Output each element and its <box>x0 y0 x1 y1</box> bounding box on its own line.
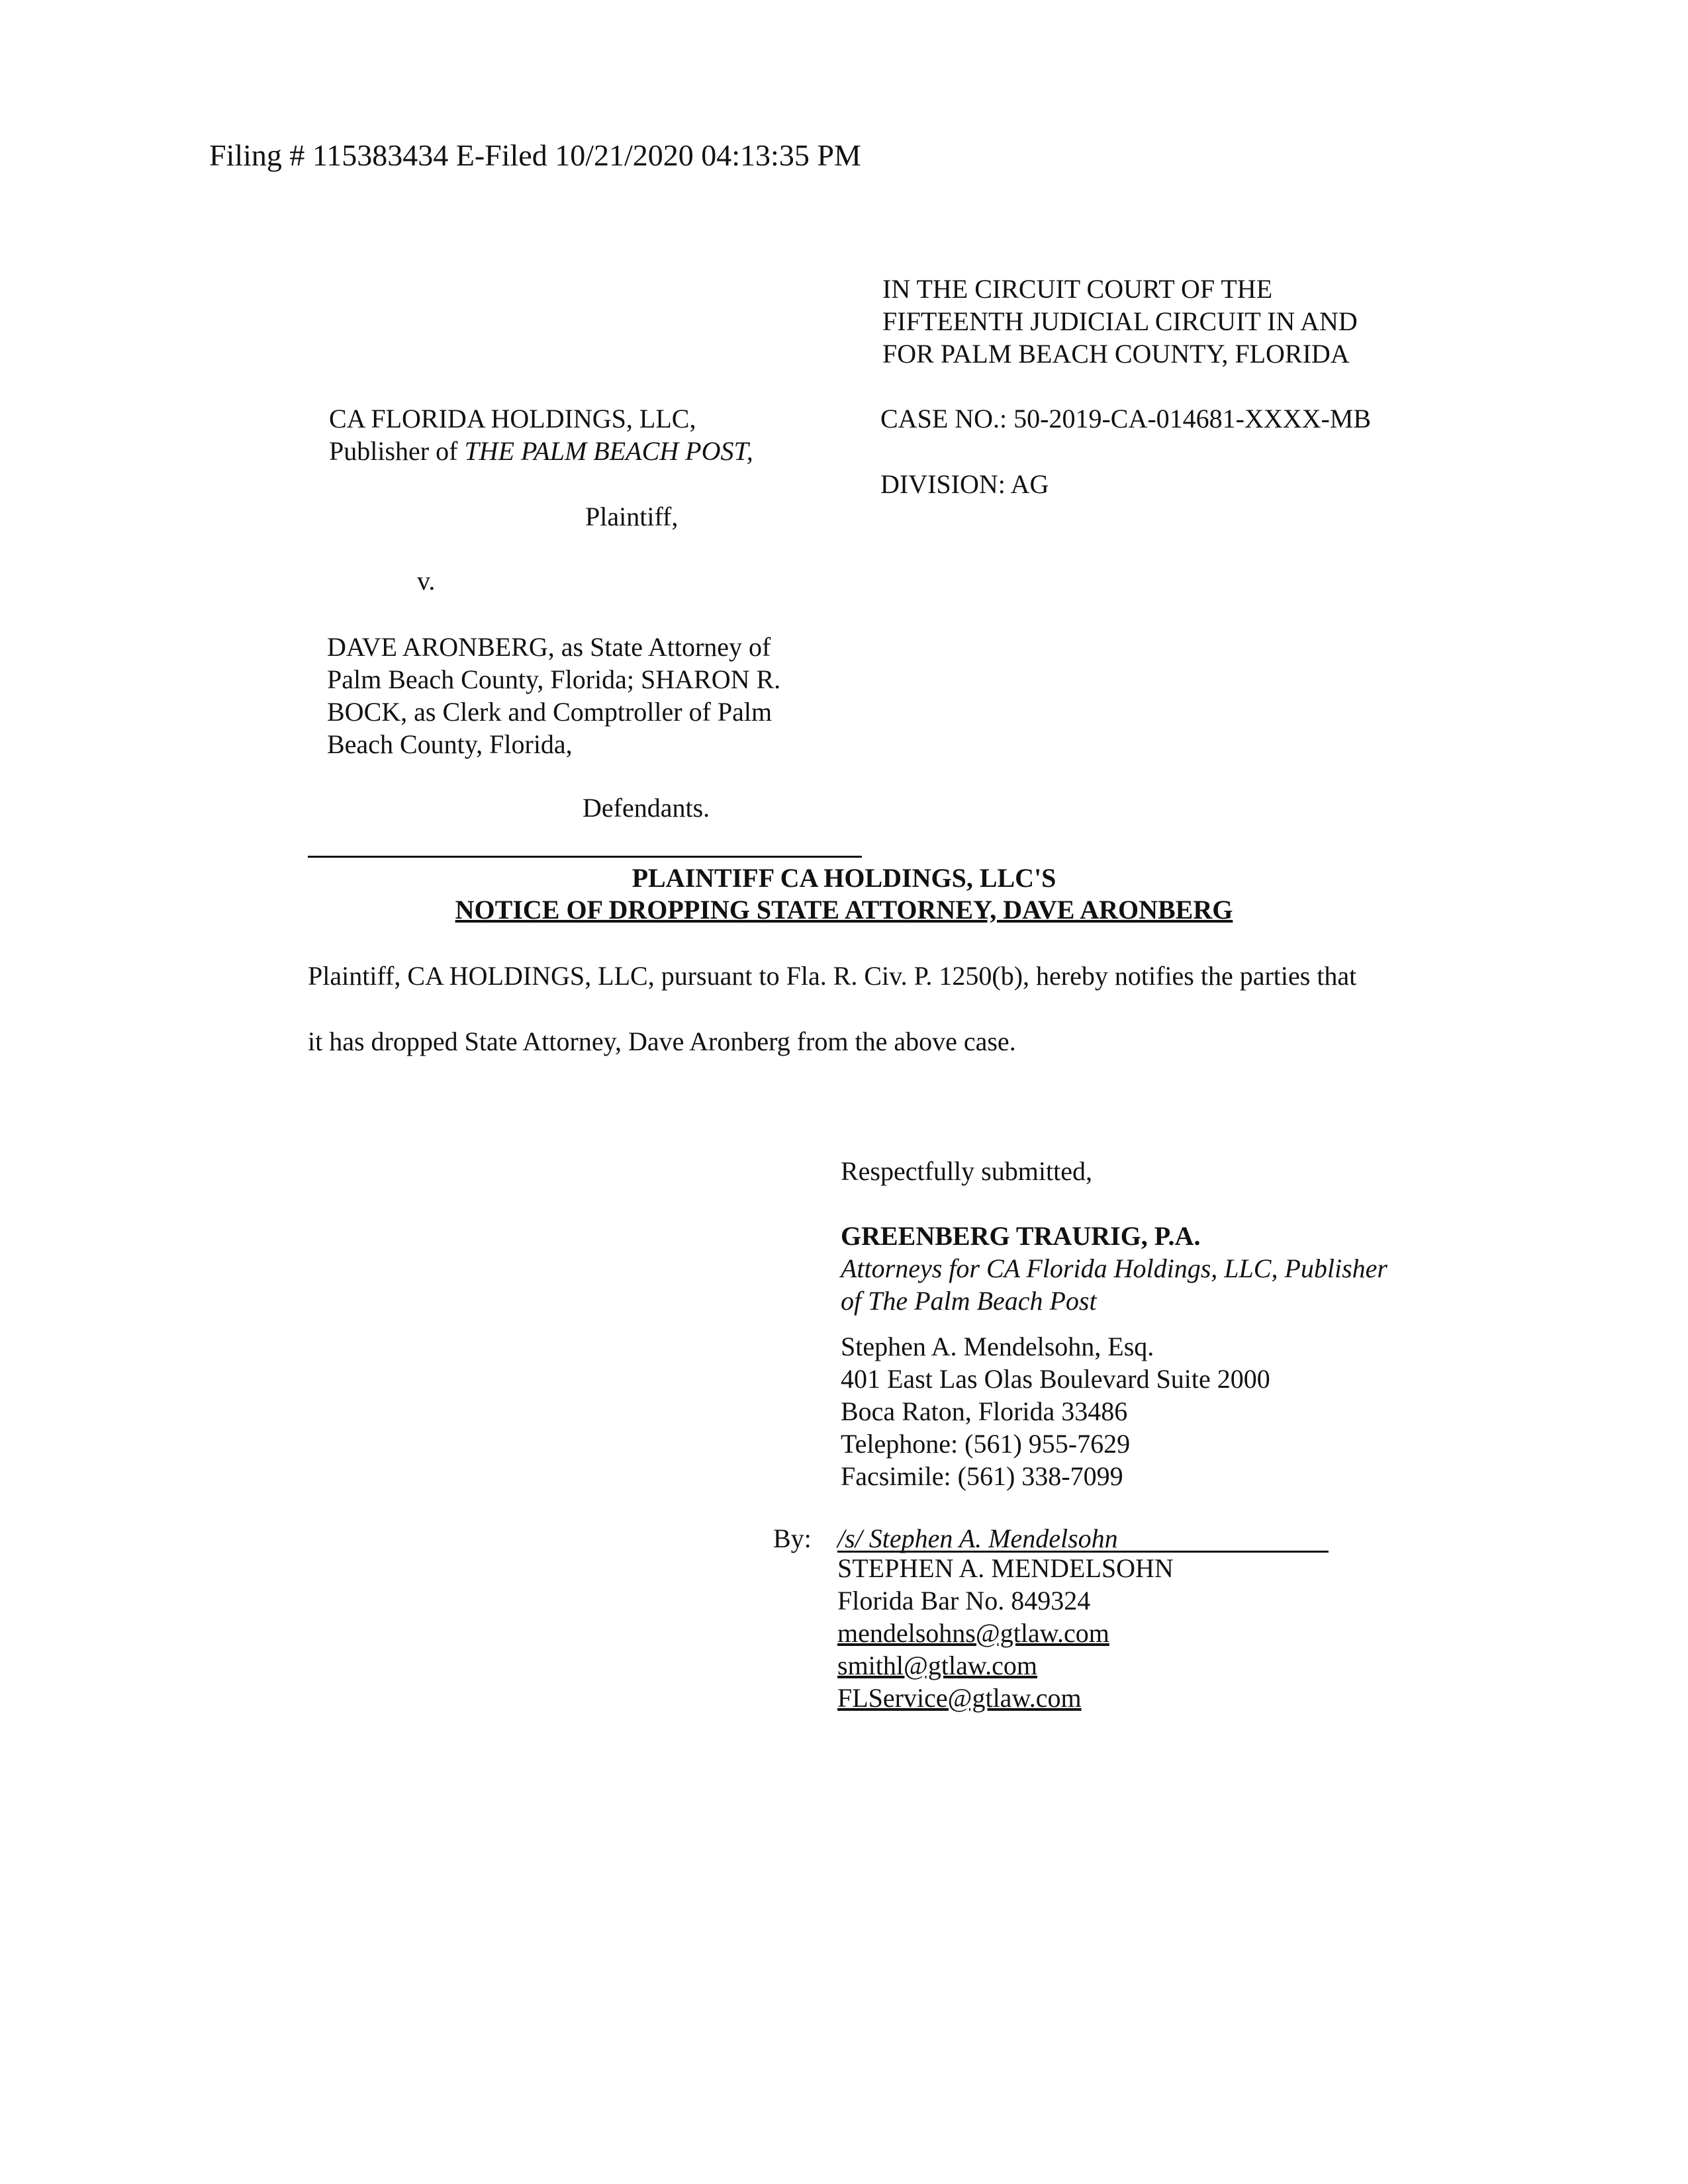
court-caption <box>882 273 1358 370</box>
court-line-2: FIFTEENTH JUDICIAL CIRCUIT IN AND <box>882 306 1358 336</box>
defendant-line-4: Beach County, Florida, <box>327 729 573 759</box>
address-line-1: 401 East Las Olas Boulevard Suite 2000 <box>841 1364 1270 1394</box>
e-signature: /s/ Stephen A. Mendelsohn <box>837 1522 1329 1553</box>
email-link-1[interactable]: mendelsohns@gtlaw.com <box>837 1618 1109 1648</box>
document-title-line-1: PLAINTIFF CA HOLDINGS, LLC'S <box>632 863 1056 893</box>
email-link-2[interactable]: smithl@gtlaw.com <box>837 1651 1037 1680</box>
caption-rule <box>308 856 862 858</box>
facsimile: Facsimile: (561) 338-7099 <box>841 1461 1123 1491</box>
firm-role-line-2: of The Palm Beach Post <box>841 1286 1097 1316</box>
signer-details <box>837 1552 1174 1714</box>
body-line-1: Plaintiff, CA HOLDINGS, LLC, pursuant to Fla. R. Civ. P. 1250(b), hereby notifies the parties that <box>308 961 1357 991</box>
plaintiff-party <box>329 402 753 467</box>
address-line-2: Boca Raton, Florida 33486 <box>841 1396 1128 1426</box>
by-label: By: <box>773 1524 812 1553</box>
firm-role-line-1: Attorneys for CA Florida Holdings, LLC, Publisher <box>841 1253 1387 1283</box>
bar-number: Florida Bar No. 849324 <box>837 1586 1091 1615</box>
defendant-label: Defendants. <box>583 793 710 823</box>
defendant-line-1: DAVE ARONBERG, as State Attorney of <box>327 632 771 662</box>
case-number: CASE NO.: 50-2019-CA-014681-XXXX-MB <box>880 404 1372 433</box>
closing: Respectfully submitted, <box>841 1156 1092 1186</box>
telephone: Telephone: (561) 955-7629 <box>841 1429 1131 1459</box>
plaintiff-label: Plaintiff, <box>585 502 679 531</box>
document-title-line-2: NOTICE OF DROPPING STATE ATTORNEY, DAVE ARONBERG <box>455 895 1233 925</box>
publication-name: THE PALM BEACH POST, <box>464 436 753 466</box>
versus: v. <box>417 566 436 596</box>
filing-header: Filing # 115383434 E-Filed 10/21/2020 04:13:35 PM <box>209 138 861 172</box>
email-link-3[interactable]: FLService@gtlaw.com <box>837 1683 1082 1713</box>
firm-role <box>841 1252 1387 1317</box>
body-line-2: it has dropped State Attorney, Dave Aronberg from the above case. <box>308 1026 1016 1056</box>
attorney-name: Stephen A. Mendelsohn, Esq. <box>841 1332 1154 1361</box>
court-line-3: FOR PALM BEACH COUNTY, FLORIDA <box>882 339 1350 369</box>
attorney-contact <box>841 1330 1270 1492</box>
publisher-prefix: Publisher of <box>329 436 465 466</box>
plaintiff-name: CA FLORIDA HOLDINGS, LLC, <box>329 404 696 433</box>
defendant-line-2: Palm Beach County, Florida; SHARON R. <box>327 664 781 694</box>
law-firm: GREENBERG TRAURIG, P.A. <box>841 1221 1201 1251</box>
plaintiff-publisher <box>329 435 753 467</box>
signer-name: STEPHEN A. MENDELSOHN <box>837 1553 1174 1583</box>
court-line-1: IN THE CIRCUIT COURT OF THE <box>882 274 1273 304</box>
defendant-party <box>327 631 780 760</box>
division: DIVISION: AG <box>880 469 1049 499</box>
defendant-line-3: BOCK, as Clerk and Comptroller of Palm <box>327 697 773 727</box>
